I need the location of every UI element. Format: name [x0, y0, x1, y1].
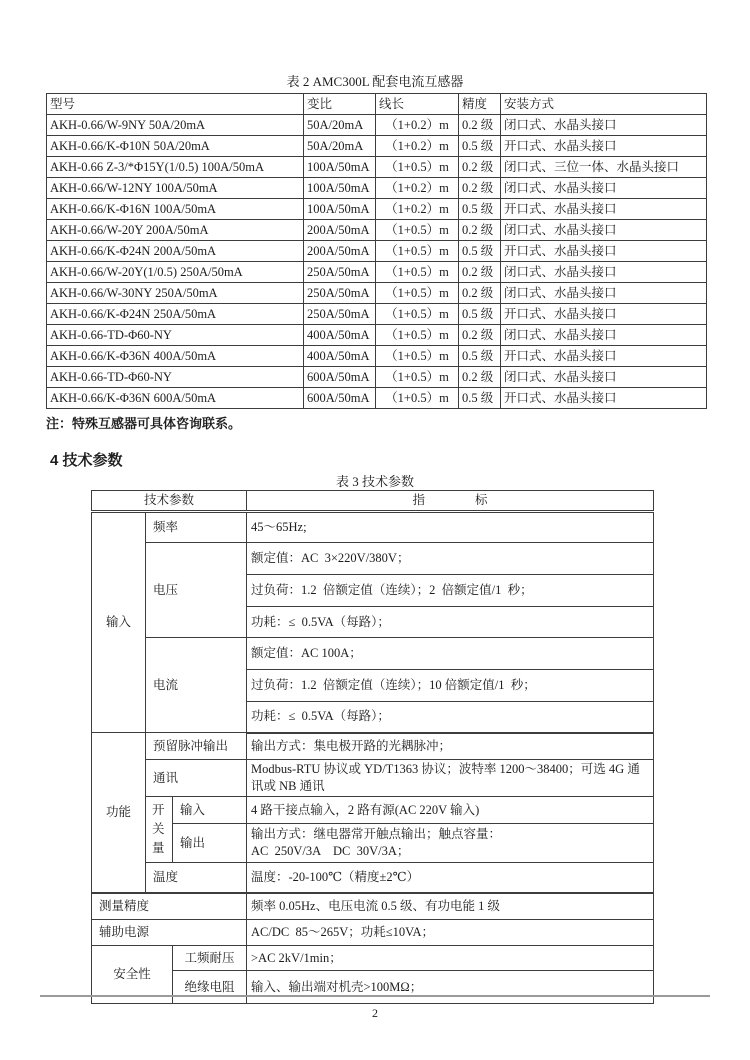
function-group-cell: 功能: [92, 733, 146, 893]
cell-accuracy: 0.2 级: [459, 115, 501, 136]
tech-params-table: [91, 490, 654, 1004]
cell-model: AKH-0.66/W-20Y(1/0.5) 250A/50mA: [47, 262, 304, 283]
cell-ratio: 200A/50mA: [304, 220, 376, 241]
comm-label: 通讯: [146, 760, 247, 797]
cell-model: AKH-0.66/K-Φ24N 200A/50mA: [47, 241, 304, 262]
cell-ratio: 600A/50mA: [304, 367, 376, 388]
current-overload-value: 过负荷：1.2 倍额定值（连续）；10 倍额定值/1 秒；: [247, 670, 654, 702]
aux-power-label: 辅助电源: [92, 920, 247, 946]
aux-power-value: AC/DC 85～265V；功耗≤10VA；: [247, 920, 654, 946]
col-header-model: 型号: [47, 94, 304, 115]
col-header-mounting: 安装方式: [501, 94, 707, 115]
cell-ratio: 200A/50mA: [304, 241, 376, 262]
cell-mounting: 闭口式、水晶头接口: [501, 262, 707, 283]
cell-accuracy: 0.5 级: [459, 136, 501, 157]
switch-input-value: 4 路干接点输入，2 路有源(AC 220V 输入): [247, 797, 654, 824]
col-header-accuracy: 精度: [459, 94, 501, 115]
transformer-row: [47, 157, 707, 178]
cell-mounting: 闭口式、水晶头接口: [501, 115, 707, 136]
switch-input-row: [92, 797, 654, 824]
transformer-row: [47, 346, 707, 367]
temp-value: 温度：-20-100℃（精度±2℃）: [247, 863, 654, 893]
cell-accuracy: 0.5 级: [459, 388, 501, 409]
cell-accuracy: 0.2 级: [459, 262, 501, 283]
cell-mounting: 开口式、水晶头接口: [501, 241, 707, 262]
cell-accuracy: 0.5 级: [459, 346, 501, 367]
col-header-ratio: 变比: [304, 94, 376, 115]
cell-ratio: 400A/50mA: [304, 346, 376, 367]
cell-ratio: 100A/50mA: [304, 157, 376, 178]
cell-wire-length: （1+0.5）m: [376, 304, 459, 325]
table2-note: 注：特殊互感器可具体咨询联系。: [46, 416, 242, 431]
voltage-rated-value: 额定值：AC 3×220V/380V；: [247, 543, 654, 575]
cell-model: AKH-0.66 Z-3/*Φ15Y(1/0.5) 100A/50mA: [47, 157, 304, 178]
switch-output-line1: 输出方式：继电器常开触点输出；触点容量：: [251, 827, 502, 841]
insulation-label: 绝缘电阻: [173, 971, 247, 1004]
cell-mounting: 闭口式、三位一体、水晶头接口: [501, 157, 707, 178]
cell-model: AKH-0.66/W-30NY 250A/50mA: [47, 283, 304, 304]
cell-mounting: 闭口式、水晶头接口: [501, 367, 707, 388]
cell-model: AKH-0.66/W-9NY 50A/20mA: [47, 115, 304, 136]
switch-input-label: 输入: [173, 797, 247, 824]
temp-row: [92, 863, 654, 893]
cell-wire-length: （1+0.5）m: [376, 157, 459, 178]
cell-wire-length: （1+0.2）m: [376, 199, 459, 220]
cell-mounting: 闭口式、水晶头接口: [501, 325, 707, 346]
transformer-row: [47, 136, 707, 157]
cell-wire-length: （1+0.2）m: [376, 136, 459, 157]
comm-value: Modbus-RTU 协议或 YD/T1363 协议；波特率 1200～38400；可选 4G 通讯或 NB 通讯: [247, 760, 654, 797]
cell-ratio: 50A/20mA: [304, 136, 376, 157]
pulse-row: [92, 733, 654, 760]
footer-rule: [40, 995, 710, 997]
comm-row: [92, 760, 654, 797]
cell-ratio: 50A/20mA: [304, 115, 376, 136]
cell-model: AKH-0.66/K-Φ10N 50A/20mA: [47, 136, 304, 157]
input-group-cell: 输入: [92, 512, 146, 733]
transformer-row: [47, 115, 707, 136]
accuracy-row: [92, 893, 654, 920]
cell-wire-length: （1+0.5）m: [376, 388, 459, 409]
cell-mounting: 开口式、水晶头接口: [501, 388, 707, 409]
cell-ratio: 100A/50mA: [304, 178, 376, 199]
header-tech-params: 技术参数: [92, 491, 247, 512]
switch-output-label: 输出: [173, 824, 247, 863]
cell-mounting: 开口式、水晶头接口: [501, 304, 707, 325]
cell-model: AKH-0.66/K-Φ36N 600A/50mA: [47, 388, 304, 409]
switch-output-row: [92, 824, 654, 863]
cell-wire-length: （1+0.5）m: [376, 262, 459, 283]
cell-accuracy: 0.5 级: [459, 241, 501, 262]
voltage-rated-row: [92, 543, 654, 575]
cell-mounting: 开口式、水晶头接口: [501, 136, 707, 157]
cell-accuracy: 0.2 级: [459, 283, 501, 304]
transformer-row: [47, 367, 707, 388]
withstand-value: >AC 2kV/1min；: [247, 946, 654, 971]
cell-accuracy: 0.2 级: [459, 178, 501, 199]
tech-params-header-row: [92, 491, 654, 512]
transformer-row: [47, 199, 707, 220]
cell-ratio: 100A/50mA: [304, 199, 376, 220]
cell-mounting: 开口式、水晶头接口: [501, 346, 707, 367]
cell-wire-length: （1+0.2）m: [376, 178, 459, 199]
cell-wire-length: （1+0.5）m: [376, 241, 459, 262]
cell-model: AKH-0.66-TD-Φ60-NY: [47, 367, 304, 388]
cell-ratio: 400A/50mA: [304, 325, 376, 346]
cell-wire-length: （1+0.2）m: [376, 115, 459, 136]
voltage-overload-value: 过负荷：1.2 倍额定值（连续）；2 倍额定值/1 秒；: [247, 575, 654, 607]
cell-wire-length: （1+0.5）m: [376, 220, 459, 241]
cell-model: AKH-0.66/W-12NY 100A/50mA: [47, 178, 304, 199]
transformer-row: [47, 283, 707, 304]
header-indicator: 指 标: [247, 491, 654, 512]
cell-accuracy: 0.2 级: [459, 367, 501, 388]
accuracy-label: 测量精度: [92, 893, 247, 920]
table2-title: 表 2 AMC300L 配套电流互感器: [286, 74, 464, 89]
freq-label: 频率: [146, 512, 247, 543]
col-header-wire-length: 线长: [376, 94, 459, 115]
cell-model: AKH-0.66/W-20Y 200A/50mA: [47, 220, 304, 241]
transformer-row: [47, 304, 707, 325]
current-label: 电流: [146, 638, 247, 733]
current-rated-value: 额定值：AC 100A；: [247, 638, 654, 670]
table3-title: 表 3 技术参数: [335, 474, 414, 489]
switch-output-line2: AC 250V/3A DC 30V/3A；: [251, 844, 410, 858]
cell-model: AKH-0.66/K-Φ24N 250A/50mA: [47, 304, 304, 325]
safety-group-cell: 安全性: [92, 946, 173, 1004]
transformer-table-body: [47, 115, 707, 409]
cell-accuracy: 0.5 级: [459, 304, 501, 325]
cell-wire-length: （1+0.5）m: [376, 367, 459, 388]
switch-output-value: [247, 824, 654, 863]
cell-model: AKH-0.66/K-Φ36N 400A/50mA: [47, 346, 304, 367]
transformer-row: [47, 262, 707, 283]
pulse-value: 输出方式：集电极开路的光耦脉冲；: [247, 733, 654, 760]
transformer-table: [46, 93, 707, 409]
aux-power-row: [92, 920, 654, 946]
cell-accuracy: 0.5 级: [459, 199, 501, 220]
insulation-value: 输入、输出端对机壳>100MΩ；: [247, 971, 654, 1004]
voltage-label: 电压: [146, 543, 247, 638]
section4-heading: 4 技术参数: [50, 452, 123, 469]
pulse-label: 预留脉冲输出: [146, 733, 247, 760]
transformer-row: [47, 388, 707, 409]
transformer-row: [47, 241, 707, 262]
temp-label: 温度: [146, 863, 247, 893]
accuracy-value: 频率 0.05Hz、电压电流 0.5 级、有功电能 1 级: [247, 893, 654, 920]
cell-mounting: 闭口式、水晶头接口: [501, 220, 707, 241]
cell-wire-length: （1+0.5）m: [376, 283, 459, 304]
current-power-value: 功耗：≤ 0.5VA（每路）；: [247, 702, 654, 733]
transformer-header-row: [47, 94, 707, 115]
voltage-power-value: 功耗：≤ 0.5VA（每路）；: [247, 607, 654, 638]
cell-accuracy: 0.2 级: [459, 325, 501, 346]
cell-mounting: 闭口式、水晶头接口: [501, 283, 707, 304]
cell-wire-length: （1+0.5）m: [376, 325, 459, 346]
cell-wire-length: （1+0.5）m: [376, 346, 459, 367]
current-rated-row: [92, 638, 654, 670]
cell-ratio: 250A/50mA: [304, 304, 376, 325]
cell-mounting: 开口式、水晶头接口: [501, 199, 707, 220]
switch-group-cell: 开关量: [146, 797, 173, 863]
cell-ratio: 250A/50mA: [304, 283, 376, 304]
transformer-row: [47, 178, 707, 199]
cell-ratio: 250A/50mA: [304, 262, 376, 283]
freq-value: 45～65Hz;: [247, 512, 654, 543]
freq-row: [92, 512, 654, 543]
page-number: 2: [372, 1006, 378, 1020]
withstand-label: 工频耐压: [173, 946, 247, 971]
cell-model: AKH-0.66/K-Φ16N 100A/50mA: [47, 199, 304, 220]
insulation-row: [92, 971, 654, 1004]
cell-mounting: 闭口式、水晶头接口: [501, 178, 707, 199]
cell-model: AKH-0.66-TD-Φ60-NY: [47, 325, 304, 346]
withstand-row: [92, 946, 654, 971]
transformer-row: [47, 220, 707, 241]
cell-ratio: 600A/50mA: [304, 388, 376, 409]
cell-accuracy: 0.2 级: [459, 157, 501, 178]
transformer-row: [47, 325, 707, 346]
cell-accuracy: 0.2 级: [459, 220, 501, 241]
